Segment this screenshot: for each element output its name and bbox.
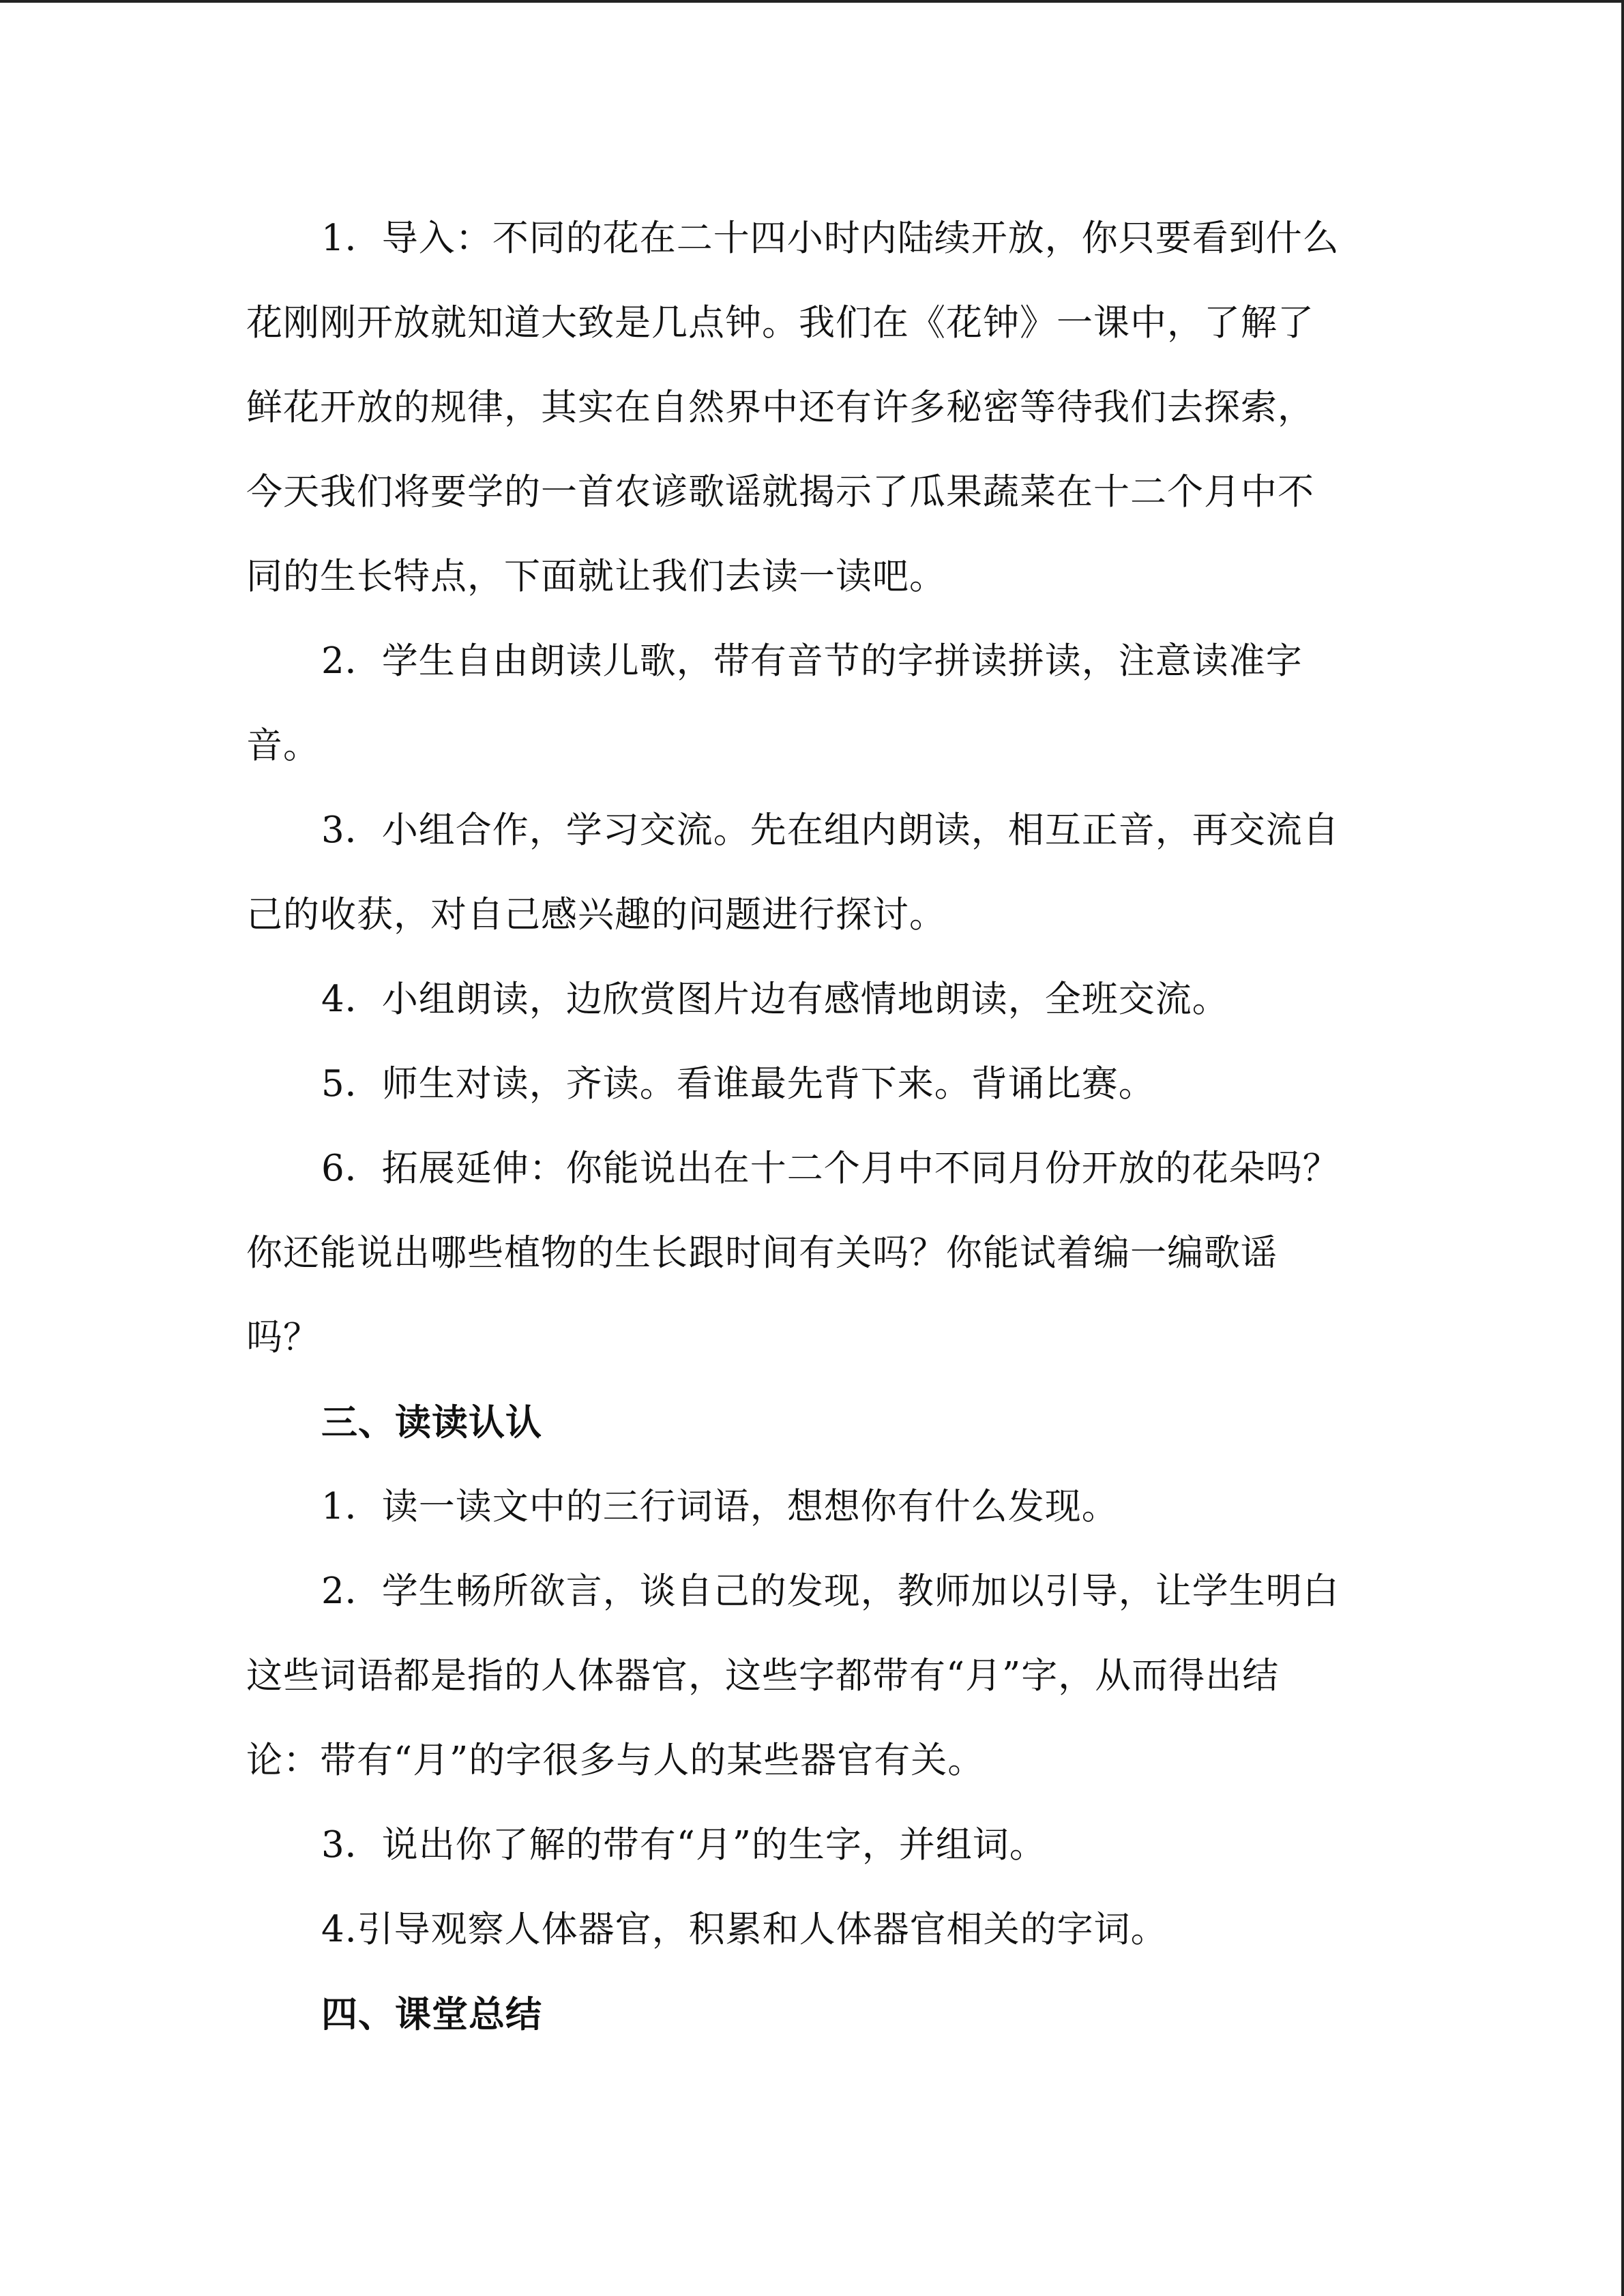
paragraph-line: 同的生长特点，下面就让我们去读一读吧。 <box>246 556 946 597</box>
section-heading: 四、课堂总结 <box>321 1993 542 2036</box>
paragraph-line: 2．学生畅所欲言，谈自己的发现，教师加以引导，让学生明白 <box>321 1570 1340 1612</box>
paragraph-line: 你还能说出哪些植物的生长跟时间有关吗？你能试着编一编歌谣 <box>246 1232 1278 1274</box>
paragraph-line: 吗？ <box>246 1317 320 1358</box>
paragraph-line: 1．导入：不同的花在二十四小时内陆续开放，你只要看到什么 <box>321 218 1340 259</box>
paragraph-line: 己的收获，对自己感兴趣的问题进行探讨。 <box>246 894 946 936</box>
page-top-border <box>0 0 1624 3</box>
paragraph-line: 论：带有“月”的字很多与人的某些器官有关。 <box>246 1740 985 1781</box>
paragraph-line: 3．说出你了解的带有“月”的生字，并组词。 <box>321 1824 1046 1866</box>
paragraph-line: 4．小组朗读，边欣赏图片边有感情地朗读，全班交流。 <box>321 979 1229 1020</box>
document-body <box>246 196 1378 2057</box>
page-right-border <box>1621 0 1624 2296</box>
paragraph-line: 3．小组合作，学习交流。先在组内朗读，相互正音，再交流自 <box>321 809 1340 851</box>
paragraph-line: 鲜花开放的规律，其实在自然界中还有许多秘密等待我们去探索， <box>246 387 1314 428</box>
paragraph-line: 5．师生对读，齐读。看谁最先背下来。背诵比赛。 <box>321 1063 1155 1105</box>
paragraph-line: 2．学生自由朗读儿歌，带有音节的字拼读拼读，注意读准字 <box>321 640 1303 682</box>
paragraph-line: 4.引导观察人体器官，积累和人体器官相关的字词。 <box>321 1909 1168 1950</box>
paragraph-line: 这些词语都是指的人体器官，这些字都带有“月”字，从而得出结 <box>246 1655 1280 1697</box>
section-heading: 三、读读认认 <box>321 1401 542 1444</box>
paragraph-line: 花刚刚开放就知道大致是几点钟。我们在《花钟》一课中，了解了 <box>246 302 1314 344</box>
paragraph-line: 6．拓展延伸：你能说出在十二个月中不同月份开放的花朵吗？ <box>321 1148 1340 1189</box>
paragraph-line: 音。 <box>246 725 320 766</box>
paragraph-line: 今天我们将要学的一首农谚歌谣就揭示了瓜果蔬菜在十二个月中不 <box>246 471 1314 513</box>
paragraph-line: 1．读一读文中的三行词语，想想你有什么发现。 <box>321 1486 1119 1527</box>
